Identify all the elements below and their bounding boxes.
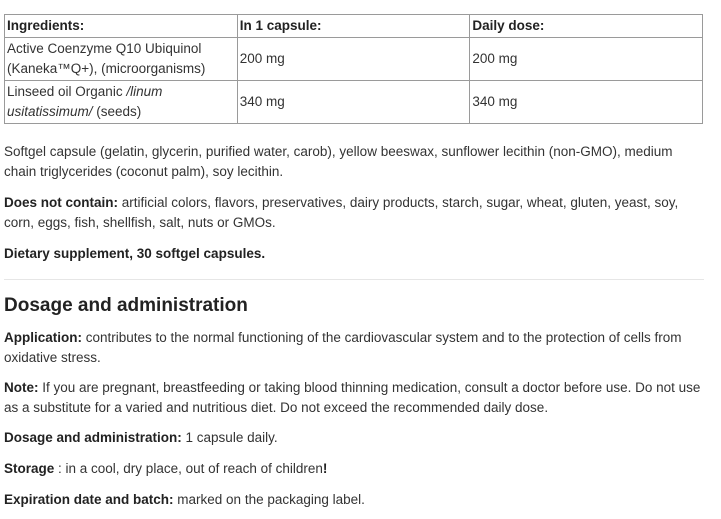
expiry-text: marked on the packaging label. — [173, 492, 365, 507]
ingredients-table — [4, 14, 703, 124]
per-capsule-cell: 200 mg — [237, 38, 470, 81]
storage-text: : in a cool, dry place, out of reach of children — [54, 461, 323, 476]
per-capsule-cell: 340 mg — [237, 81, 470, 124]
note-label: Note: — [4, 380, 39, 395]
not-contain-paragraph — [4, 193, 704, 233]
storage-exclamation: ! — [322, 461, 328, 476]
not-contain-text: artificial colors, flavors, preservatives, dairy products, starch, sugar, wheat, gluten, yeast, soy, corn, eggs, fish, shellfish, salt, nuts or GMOs. — [4, 195, 679, 230]
ingredient-name-prefix: Linseed oil Organic — [7, 84, 127, 99]
daily-dose-cell: 200 mg — [470, 38, 703, 81]
not-contain-label: Does not contain: — [4, 195, 118, 210]
header-ingredients: Ingredients: — [5, 15, 238, 38]
storage-paragraph — [4, 459, 704, 479]
table-header-row — [5, 15, 703, 38]
ingredient-name-line2: (Kaneka™Q+), (microorganisms) — [7, 61, 206, 76]
ingredient-name-line1: Active Coenzyme Q10 Ubiquinol — [7, 41, 202, 56]
dosage-text: 1 capsule daily. — [181, 430, 278, 445]
expiry-paragraph — [4, 490, 704, 510]
table-row — [5, 38, 703, 81]
note-paragraph — [4, 378, 704, 418]
application-text: contributes to the normal functioning of the cardiovascular system and to the protection of cells from oxidative stress. — [4, 330, 682, 365]
dosage-label: Dosage and administration: — [4, 430, 182, 445]
expiry-label: Expiration date and batch: — [4, 492, 174, 507]
application-label: Application: — [4, 330, 82, 345]
ingredient-name-cell — [5, 38, 238, 81]
application-paragraph — [4, 328, 704, 368]
note-text: If you are pregnant, breastfeeding or taking blood thinning medication, consult a doctor before use. Do not use as a substitute for a varied and nutritious diet. Do not exceed the recommended daily dose. — [4, 380, 701, 415]
dosage-paragraph — [4, 428, 704, 448]
header-per-capsule: In 1 capsule: — [237, 15, 470, 38]
section-divider — [4, 279, 704, 280]
dietary-supplement-paragraph — [4, 244, 704, 264]
ingredient-name-cell — [5, 81, 238, 124]
section-title: Dosage and administration — [4, 295, 248, 316]
ingredient-latin-name: /linum usitatissimum/ — [7, 84, 163, 119]
ingredient-name-suffix: (seeds) — [92, 104, 142, 119]
daily-dose-cell: 340 mg — [470, 81, 703, 124]
storage-label: Storage — [4, 461, 55, 476]
header-daily-dose: Daily dose: — [470, 15, 703, 38]
dietary-supplement-text: Dietary supplement, 30 softgel capsules. — [4, 246, 266, 261]
table-row — [5, 81, 703, 124]
softgel-composition-text: Softgel capsule (gelatin, glycerin, purified water, carob), yellow beeswax, sunflower lecithin (non-GMO), medium chain triglycerides (coconut palm), soy lecithin. — [4, 144, 673, 179]
product-info-page — [4, 14, 704, 510]
